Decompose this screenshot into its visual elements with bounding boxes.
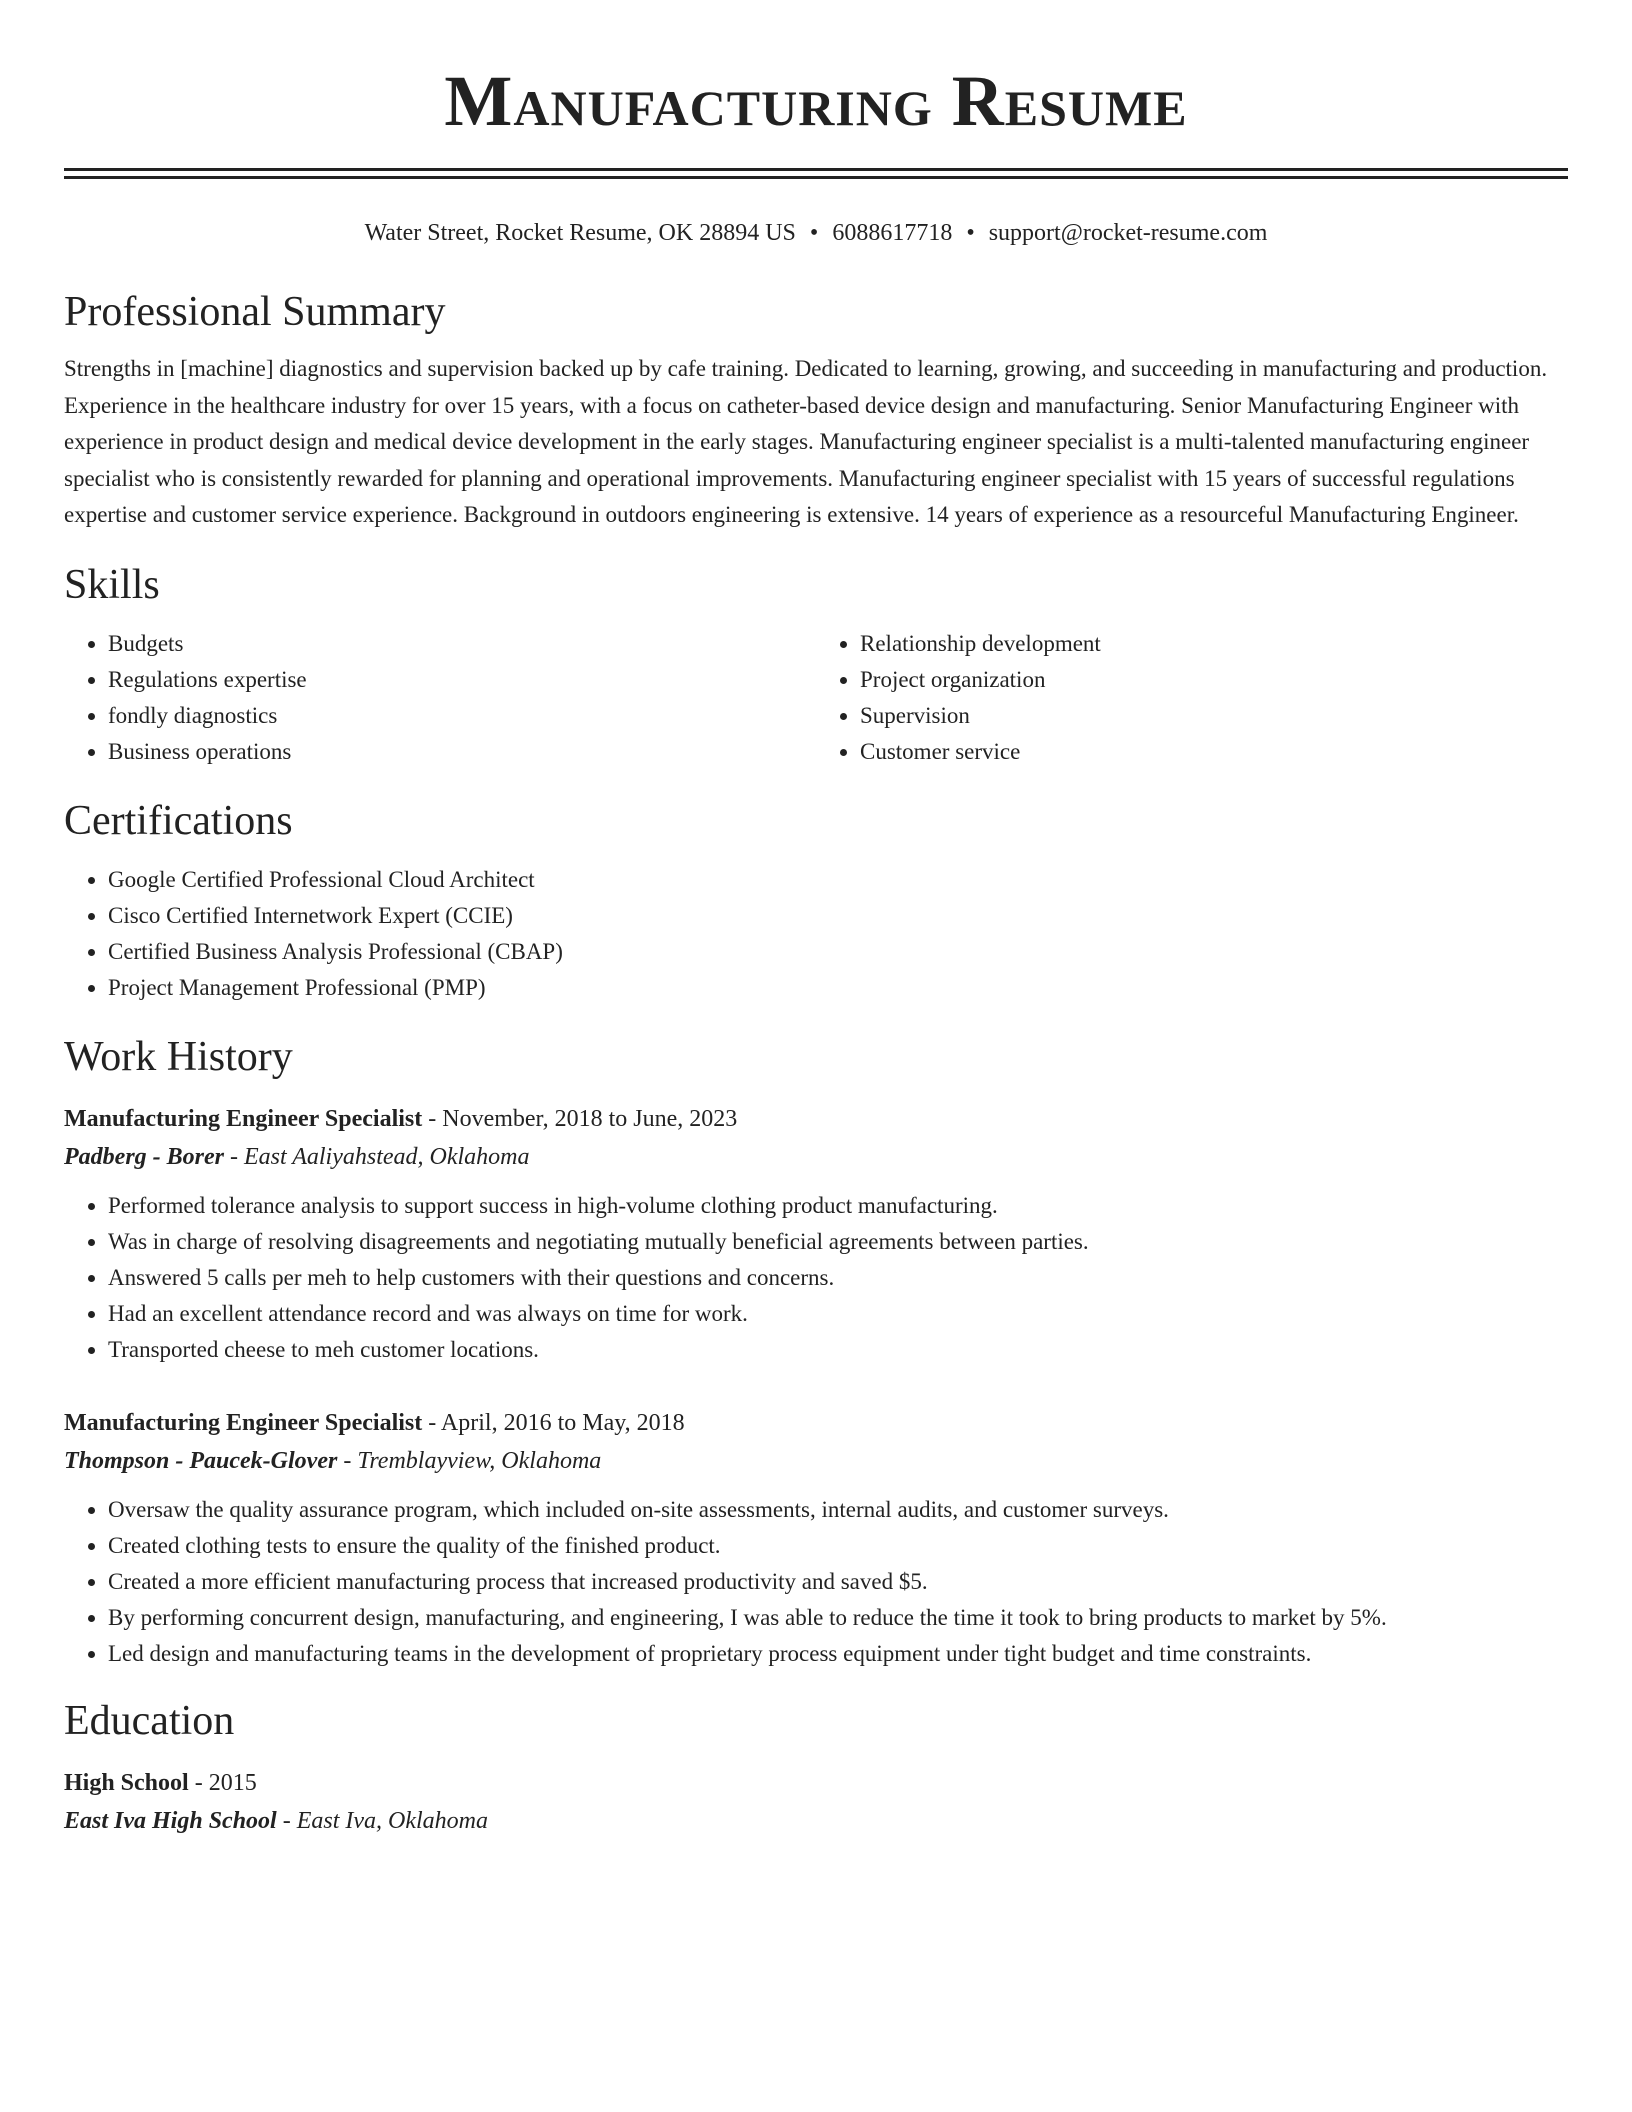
certification-item: • Google Certified Professional Cloud Architect xyxy=(108,862,1568,898)
job-bullet: • Created clothing tests to ensure the quality of the finished product. xyxy=(108,1528,1568,1564)
job-entry xyxy=(64,1404,1568,1672)
job-bullet: • Answered 5 calls per meh to help customers with their questions and concerns. xyxy=(108,1260,1568,1296)
job-bullet: • Performed tolerance analysis to support success in high-volume clothing product manufacturing. xyxy=(108,1188,1568,1224)
skill-item: • Supervision xyxy=(860,698,1568,734)
title-divider xyxy=(64,168,1568,179)
education-school-line: East Iva High School - East Iva, Oklahoma xyxy=(64,1807,489,1834)
certification-item: • Project Management Professional (PMP) xyxy=(108,970,1568,1006)
certification-item: • Cisco Certified Internetwork Expert (CCIE) xyxy=(108,898,1568,934)
job-entry xyxy=(64,1100,1568,1368)
skills-heading: Skills xyxy=(64,561,160,608)
education-school: East Iva High School xyxy=(64,1807,277,1834)
contact-address: Water Street, Rocket Resume, OK 28894 US xyxy=(364,220,796,246)
job-bullet: • Had an excellent attendance record and was always on time for work. xyxy=(108,1296,1568,1332)
skills-list-right xyxy=(816,626,1568,770)
skills-column-right xyxy=(816,626,1568,770)
contact-phone: 6088617718 xyxy=(832,220,953,246)
certifications-heading: Certifications xyxy=(64,797,293,844)
job-bullet: • Was in charge of resolving disagreements and negotiating mutually beneficial agreements between parties. xyxy=(108,1224,1568,1260)
job-bullet: • By performing concurrent design, manufacturing, and engineering, I was able to reduce the time it took to bring products to market by 5%. xyxy=(108,1600,1568,1636)
resume-title: Manufacturing Resume xyxy=(444,61,1188,141)
certifications-bullets xyxy=(64,862,1568,1006)
certification-item: • Certified Business Analysis Professional (CBAP) xyxy=(108,934,1568,970)
contact-line xyxy=(64,217,1568,249)
certifications-list xyxy=(64,862,1568,1006)
education-header: High School - 2015 xyxy=(64,1769,257,1796)
job-bullets xyxy=(64,1188,1568,1368)
skill-item: • Customer service xyxy=(860,734,1568,770)
job-bullets xyxy=(64,1492,1568,1672)
education-degree: High School xyxy=(64,1769,189,1796)
job-dates: April, 2016 to May, 2018 xyxy=(440,1409,685,1436)
job-company: Thompson - Paucek-Glover xyxy=(64,1447,338,1474)
job-bullet: • Created a more efficient manufacturing process that increased productivity and saved $5. xyxy=(108,1564,1568,1600)
job-bullet: • Transported cheese to meh customer locations. xyxy=(108,1332,1568,1368)
job-bullet: • Oversaw the quality assurance program, which included on-site assessments, internal audits, and customer surveys. xyxy=(108,1492,1568,1528)
skill-item: • Relationship development xyxy=(860,626,1568,662)
skills-list-left xyxy=(64,626,816,770)
job-header: Manufacturing Engineer Specialist - November, 2018 to June, 2023 xyxy=(64,1105,738,1132)
job-employer: Padberg - Borer - East Aaliyahstead, Oklahoma xyxy=(64,1143,530,1170)
skill-item: • Project organization xyxy=(860,662,1568,698)
education-year: 2015 xyxy=(208,1769,257,1796)
job-location: East Aaliyahstead, Oklahoma xyxy=(243,1143,530,1170)
contact-separator: • xyxy=(809,220,819,246)
job-company: Padberg - Borer xyxy=(64,1143,224,1170)
education-heading: Education xyxy=(64,1697,235,1744)
job-dates: November, 2018 to June, 2023 xyxy=(442,1105,738,1132)
education-entry xyxy=(64,1764,1568,1840)
skill-item: • Business operations xyxy=(108,734,816,770)
job-bullet: • Led design and manufacturing teams in the development of proprietary process equipment under tight budget and time constraints. xyxy=(108,1636,1568,1672)
contact-email: support@rocket-resume.com xyxy=(988,220,1268,246)
education-location: East Iva, Oklahoma xyxy=(296,1807,489,1834)
contact-separator: • xyxy=(966,220,975,246)
skill-item: • fondly diagnostics xyxy=(108,698,816,734)
job-role: Manufacturing Engineer Specialist xyxy=(64,1105,423,1132)
summary-text: Strengths in [machine] diagnostics and supervision backed up by cafe training. Dedicated to learning, growing, and succeeding in manufacturing and production. Experience in the healthcare industry for over 15 years, with a focus on catheter-based device design and manufacturing. Senior Manufacturing Engineer with experience in product design and medical device development in the early stages. Manufacturing engineer specialist is a multi-talented manufacturing engineer specialist who is consistently rewarded for planning and operational improvements. Manufacturing engineer specialist with 15 years of successful regulations expertise and customer service experience. Background in outdoors engineering is extensive. 14 years of experience as a resourceful Manufacturing Engineer. xyxy=(64,356,1548,528)
skills-grid xyxy=(64,626,1568,770)
job-header: Manufacturing Engineer Specialist - April, 2016 to May, 2018 xyxy=(64,1409,685,1436)
skill-item: • Budgets xyxy=(108,626,816,662)
work-history-heading: Work History xyxy=(64,1033,293,1080)
job-role: Manufacturing Engineer Specialist xyxy=(64,1409,423,1436)
summary-heading: Professional Summary xyxy=(64,289,446,335)
job-location: Tremblayview, Oklahoma xyxy=(357,1447,602,1474)
skill-item: • Regulations expertise xyxy=(108,662,816,698)
skills-column-left xyxy=(64,626,816,770)
job-employer: Thompson - Paucek-Glover - Tremblayview, Oklahoma xyxy=(64,1447,602,1474)
